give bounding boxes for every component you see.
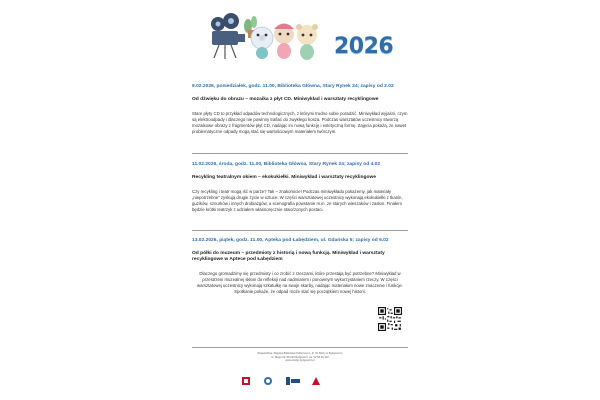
event-1-title: Od dźwięku do obrazu – mozaika z płyt CD. Miniwykład i warsztaty recyklingowe <box>192 97 379 102</box>
event-2-description: Czy recykling i teatr mogą iść w parze? Tak – znakomicie! Podczas miniwykładu pokażemy, jak materiały „niepotrzebne” zyskują drugie życie w sztuce. W części warsztatowej uczestnicy wykonają ekokukiełki z tkanin, guzików, sznurków i innych drobiazgów, a scenografia powstanie m.in. ze starych wieszaków i zasłon. Finałem będzie krótki teatrzyk z udziałem własnoręcznie stworzonych postaci. <box>192 189 403 212</box>
qr-code-icon[interactable] <box>378 307 402 331</box>
footer-address <box>192 352 408 363</box>
event-1-description: Stare płyty CD to przykład odpadów technologicznych, z którymi trudno sobie poradzić. Miniwykład wyjaśni, czym są elektroodpady i dlaczego nie powinny trafiać do zwykłego kosza. Podczas warsztatów uczestnicy stworzą mozaikowe obrazy z fragmentów płyt CD, nadając im nową funkcję i estetyczną formę. Zajęcia pokażą, że nawet problematyczne odpady mogą stać się wartościowym materiałem twórczym. <box>192 111 408 134</box>
film-camera-icon <box>211 13 245 59</box>
cd-character-icon <box>251 27 273 59</box>
footer-line-3[interactable]: www.wimbp.bydgoszcz.pl <box>285 359 315 362</box>
footer-line-2: ul. Długa 39, 85-034 Bydgoszcz, tel. 52 58 99 100 <box>271 355 329 359</box>
library-logo-icon <box>264 372 272 380</box>
event-3 <box>192 238 408 295</box>
museum-logo-icon <box>312 372 320 380</box>
poster-page <box>192 0 408 400</box>
divider <box>192 230 408 231</box>
event-1-date: 9.02.2026, poniedziałek, godz. 11.00, Biblioteka Główna, Stary Rynek 24; zapisy od 2.02 <box>192 84 394 89</box>
bear-character-icon <box>296 24 318 60</box>
event-2 <box>192 162 408 213</box>
event-3-date: 13.02.2026, piątek, godz. 11.00, Apteka pod Łabędziem, ul. Gdańska 5; zapisy od 6.02 <box>192 238 389 243</box>
puppet-character-icon <box>274 24 294 60</box>
divider <box>192 347 408 348</box>
city-logo-icon <box>286 372 300 380</box>
event-2-title: Recykling teatralnym okiem – ekokukiełki. Miniwykład i warsztaty recyklingowe <box>192 175 377 180</box>
event-2-date: 11.02.2026, środa, godz. 11.00, Biblioteka Główna, Stary Rynek 24; zapisy od 4.02 <box>192 162 381 167</box>
footer-line-1: Wojewódzka i Miejska Biblioteka Publiczna im. dr. W. Bełzy w Bydgoszczy <box>257 352 343 355</box>
recycling-characters-illustration <box>204 4 322 62</box>
sponsor-logos <box>242 372 362 380</box>
event-3-description: Dlaczego gromadzimy się przedmioty i co zrobić z rzeczami, które przestają być potrzebne? Miniwykład w przestrzeni muzealnej skłoni do refleksji nad nadmiarem i ponownym wykorzystaniem rzeczy. W części warsztatowej uczestnicy wykonają szkatułkę na swoje skarby, nadając materiałom nowe znaczenie i funkcje. Spotkanie pokaże, że odpad może stać się początkiem nowej historii. <box>196 271 404 294</box>
header <box>192 0 408 74</box>
event-3-title: Od półki do muzeum – przedmioty z historią i nową funkcją. Miniwykład i warsztaty recyklingowe w Aptece pod Łabędziem <box>192 251 385 262</box>
divider <box>192 153 408 154</box>
event-1 <box>192 84 408 135</box>
region-logo-icon <box>242 372 250 380</box>
year-title: 2026 <box>334 34 394 59</box>
